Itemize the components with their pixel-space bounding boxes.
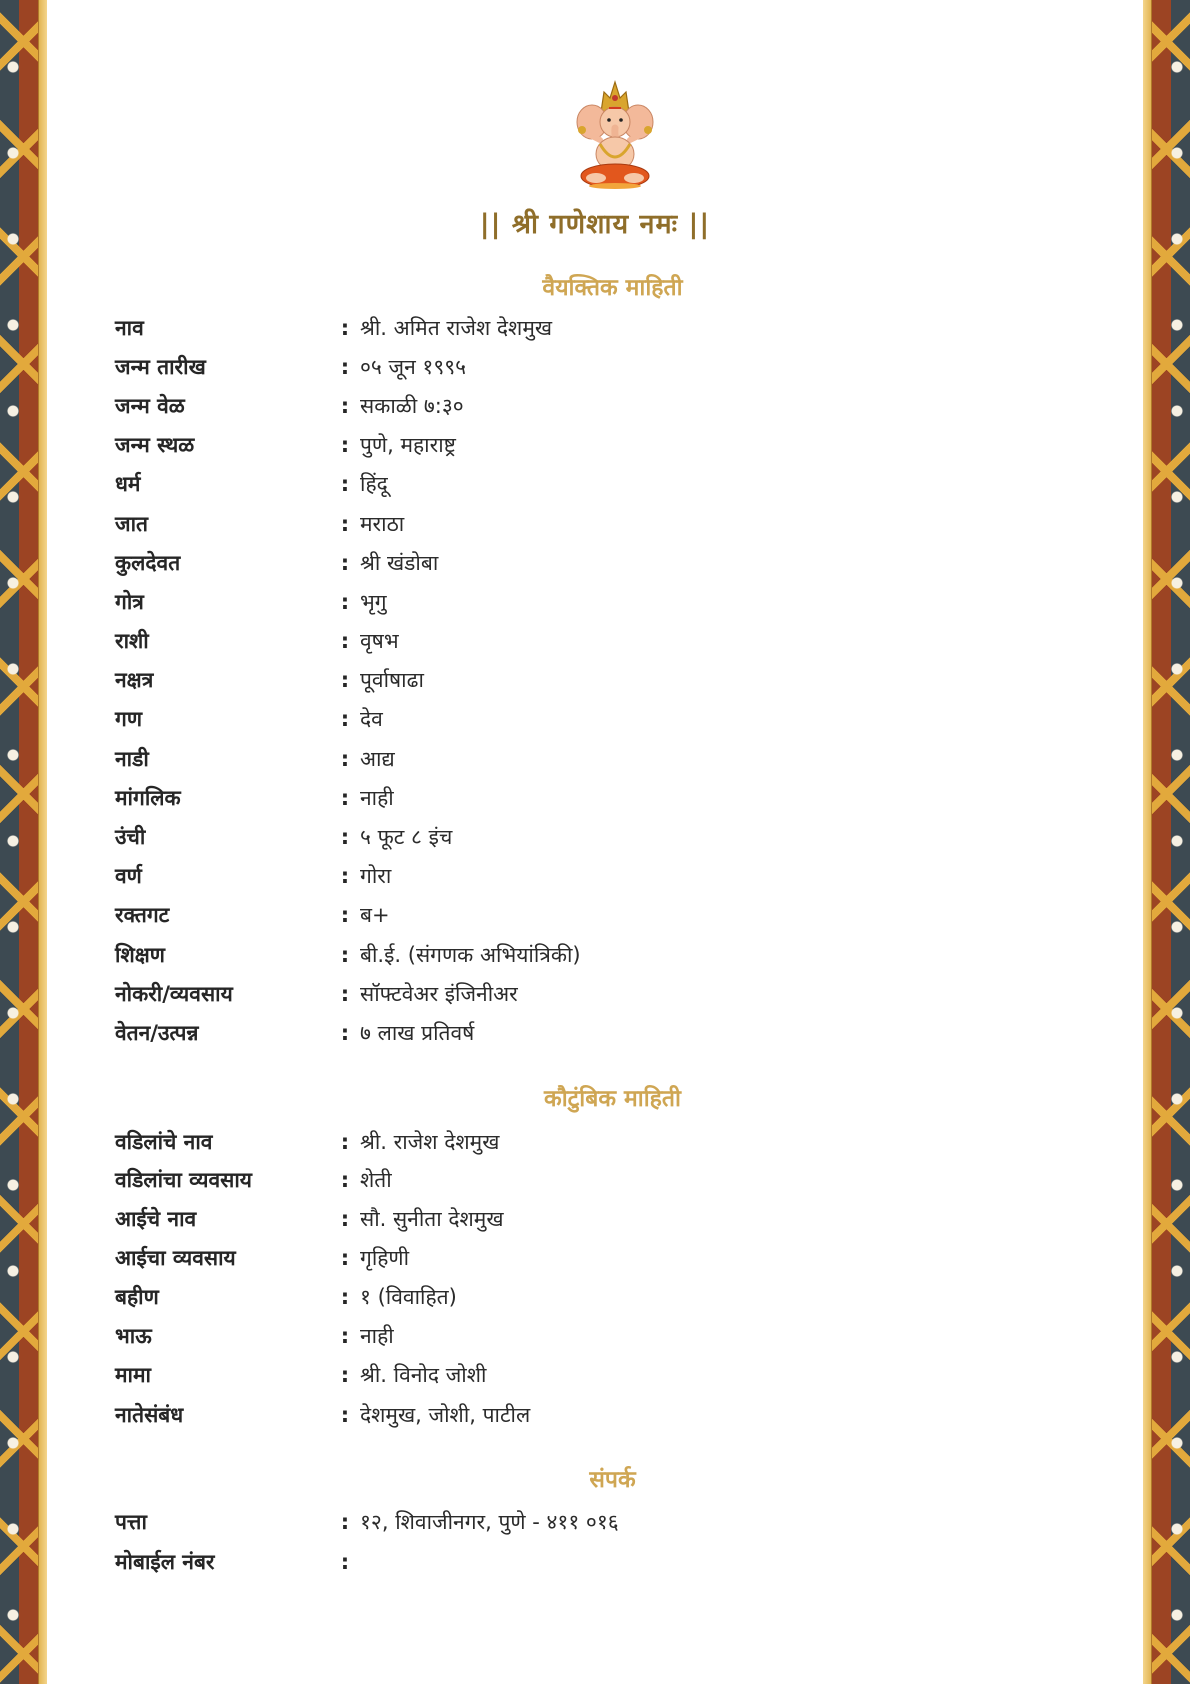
row-label: जन्म वेळ (115, 394, 185, 418)
row-label: बहीण (115, 1285, 159, 1309)
row-colon: : (340, 943, 350, 967)
row-colon: : (340, 1168, 350, 1192)
row-label: नाडी (115, 747, 149, 771)
row-label: भाऊ (115, 1324, 152, 1348)
row-value: गोरा (360, 864, 392, 888)
row-colon: : (340, 1130, 350, 1154)
row-colon: : (340, 1324, 350, 1348)
row-colon: : (340, 1021, 350, 1045)
left-decorative-border (0, 0, 47, 1684)
row-value: देव (360, 707, 383, 731)
row-value: सौ. सुनीता देशमुख (360, 1207, 504, 1231)
row-colon: : (340, 747, 350, 771)
right-decorative-border (1143, 0, 1190, 1684)
row-label: वडिलांचा व्यवसाय (115, 1168, 252, 1192)
row-colon: : (340, 512, 350, 536)
row-value: १ (विवाहित) (360, 1285, 457, 1309)
row-value: शेती (360, 1168, 392, 1192)
row-colon: : (340, 590, 350, 614)
row-colon: : (340, 1510, 350, 1534)
row-colon: : (340, 864, 350, 888)
row-colon: : (340, 1207, 350, 1231)
row-label: आईचा व्यवसाय (115, 1246, 236, 1270)
row-value: श्री. अमित राजेश देशमुख (360, 316, 553, 340)
row-value: ७ लाख प्रतिवर्ष (360, 1021, 475, 1045)
row-label: गोत्र (115, 590, 144, 614)
row-label: मामा (115, 1363, 151, 1387)
row-colon: : (340, 668, 350, 692)
section-title-contact: संपर्क (589, 1467, 636, 1493)
row-colon: : (340, 433, 350, 457)
row-value: श्री खंडोबा (360, 551, 439, 575)
row-value: बी.ई. (संगणक अभियांत्रिकी) (360, 943, 581, 967)
section-title-family: कौटुंबिक माहिती (544, 1086, 681, 1112)
row-colon: : (340, 1403, 350, 1427)
row-colon: : (340, 394, 350, 418)
row-value: श्री. राजेश देशमुख (360, 1130, 500, 1154)
row-colon: : (340, 786, 350, 810)
row-label: वेतन/उत्पन्न (115, 1021, 199, 1045)
row-value: मराठा (360, 512, 405, 536)
row-value: १२, शिवाजीनगर, पुणे - ४११ ०१६ (360, 1510, 619, 1534)
row-label: उंची (115, 825, 146, 849)
row-colon: : (340, 1550, 350, 1574)
row-colon: : (340, 472, 350, 496)
row-colon: : (340, 551, 350, 575)
row-value: गृहिणी (360, 1246, 410, 1270)
row-value: ०५ जून १९९५ (360, 355, 467, 379)
row-label: जन्म स्थळ (115, 433, 195, 457)
row-value: नाही (360, 786, 394, 810)
row-value: पुणे, महाराष्ट्र (360, 433, 456, 457)
row-label: वडिलांचे नाव (115, 1130, 213, 1154)
row-value: नाही (360, 1324, 394, 1348)
row-label: रक्तगट (115, 903, 170, 927)
row-value: सकाळी ७:३० (360, 394, 464, 418)
row-label: पत्ता (115, 1510, 147, 1534)
row-label: नातेसंबंध (115, 1403, 184, 1427)
row-label: नक्षत्र (115, 668, 154, 692)
row-value: श्री. विनोद जोशी (360, 1363, 487, 1387)
row-colon: : (340, 629, 350, 653)
section-title-personal: वैयक्तिक माहिती (542, 275, 683, 301)
row-label: जात (115, 512, 148, 536)
row-colon: : (340, 1285, 350, 1309)
row-colon: : (340, 825, 350, 849)
row-colon: : (340, 355, 350, 379)
row-label: नाव (115, 316, 144, 340)
row-label: आईचे नाव (115, 1207, 197, 1231)
row-label: नोकरी/व्यवसाय (115, 982, 233, 1006)
row-colon: : (340, 1246, 350, 1270)
ganesh-idol-icon (568, 78, 662, 190)
row-label: गण (115, 707, 143, 731)
row-label: जन्म तारीख (115, 355, 206, 379)
row-colon: : (340, 982, 350, 1006)
row-colon: : (340, 1363, 350, 1387)
row-label: शिक्षण (115, 943, 165, 967)
row-label: वर्ण (115, 864, 142, 888)
row-label: धर्म (115, 472, 141, 496)
row-label: कुलदेवत (115, 551, 181, 575)
row-value: देशमुख, जोशी, पाटील (360, 1403, 531, 1427)
row-value: भृगु (360, 590, 387, 614)
row-label: राशी (115, 629, 149, 653)
row-value: सॉफ्टवेअर इंजिनीअर (360, 982, 518, 1006)
row-value: हिंदू (360, 472, 388, 496)
invocation-text: || श्री गणेशाय नमः || (479, 209, 711, 240)
row-value: आद्य (360, 747, 395, 771)
row-value: ब+ (360, 903, 390, 927)
row-value: ५ फूट ८ इंच (360, 825, 453, 849)
row-value: पूर्वाषाढा (360, 668, 424, 692)
row-label: मोबाईल नंबर (115, 1550, 215, 1574)
row-colon: : (340, 707, 350, 731)
row-value: वृषभ (360, 629, 399, 653)
row-colon: : (340, 316, 350, 340)
row-colon: : (340, 903, 350, 927)
row-label: मांगलिक (115, 786, 181, 810)
